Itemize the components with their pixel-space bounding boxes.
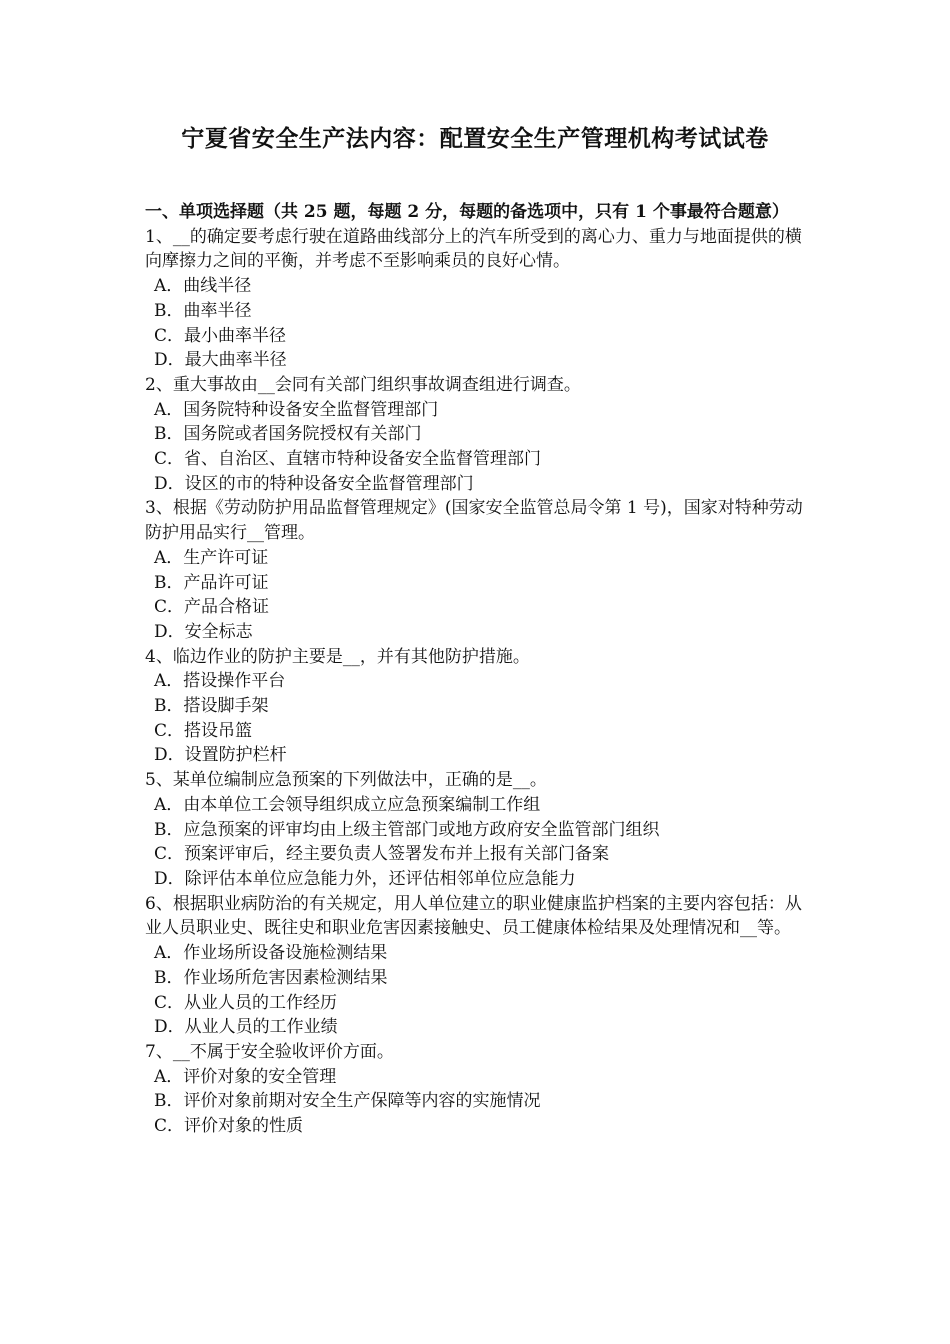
option-b: B．搭设脚手架 (154, 696, 269, 717)
option-d: D．设置防护栏杆 (154, 745, 287, 766)
option-c: C．最小曲率半径 (154, 325, 287, 346)
option-d: D．最大曲率半径 (154, 350, 287, 371)
question-3 (145, 496, 810, 644)
option-b: B．应急预案的评审均由上级主管部门或地方政府安全监管部门组织 (154, 819, 660, 840)
option-d: D．从业人员的工作业绩 (154, 1017, 338, 1038)
option-c: C．预案评审后，经主要负责人签署发布并上报有关部门备案 (154, 844, 610, 865)
option-a: A．由本单位工会领导组织成立应急预案编制工作组 (154, 794, 541, 815)
question-stem: 6、根据职业病防治的有关规定，用人单位建立的职业健康监护档案的主要内容包括：从业人员职业史、既往史和职业危害因素接触史、员工健康体检结果及处理情况和__等。 (145, 893, 802, 939)
option-c: C．搭设吊篮 (154, 720, 253, 741)
question-1 (145, 225, 810, 373)
option-b: B．产品许可证 (154, 572, 269, 593)
question-4 (145, 645, 810, 769)
option-b: B．国务院或者国务院授权有关部门 (154, 424, 422, 445)
question-stem: 7、__不属于安全验收评价方面。 (145, 1041, 394, 1062)
option-a: A．生产许可证 (154, 547, 269, 568)
option-a: A．曲线半径 (154, 276, 252, 297)
section-heading: 一、单项选择题（共 25 题，每题 2 分，每题的备选项中，只有 1 个事最符合题意） (145, 202, 789, 222)
question-2 (145, 373, 810, 497)
question-stem: 1、__的确定要考虑行驶在道路曲线部分上的汽车所受到的离心力、重力与地面提供的横向摩擦力之间的平衡，并考虑不至影响乘员的良好心情。 (145, 226, 802, 272)
option-a: A．搭设操作平台 (154, 671, 286, 692)
option-b: B．作业场所危害因素检测结果 (154, 967, 388, 988)
question-6 (145, 892, 810, 1040)
question-stem: 5、某单位编制应急预案的下列做法中，正确的是__。 (145, 770, 547, 791)
option-c: C．从业人员的工作经历 (154, 992, 338, 1013)
option-d: D．设区的市的特种设备安全监督管理部门 (154, 473, 474, 494)
question-stem: 2、重大事故由__会同有关部门组织事故调查组进行调查。 (145, 374, 581, 395)
question-stem: 4、临边作业的防护主要是__，并有其他防护措施。 (145, 646, 530, 667)
question-7 (145, 1040, 810, 1139)
option-a: A．国务院特种设备安全监督管理部门 (154, 399, 439, 420)
option-b: B．评价对象前期对安全生产保障等内容的实施情况 (154, 1091, 541, 1112)
option-b: B．曲率半径 (154, 300, 252, 321)
option-d: D．除评估本单位应急能力外，还评估相邻单位应急能力 (154, 868, 576, 889)
option-d: D．安全标志 (154, 621, 253, 642)
document-title: 宁夏省安全生产法内容：配置安全生产管理机构考试试卷 (181, 125, 769, 152)
option-c: C．产品合格证 (154, 597, 270, 618)
exam-content (145, 200, 810, 1139)
option-c: C．省、自治区、直辖市特种设备安全监督管理部门 (154, 449, 542, 470)
option-a: A．评价对象的安全管理 (154, 1066, 337, 1087)
option-a: A．作业场所设备设施检测结果 (154, 943, 388, 964)
question-5 (145, 768, 810, 892)
option-c: C．评价对象的性质 (154, 1116, 304, 1137)
question-stem: 3、根据《劳动防护用品监督管理规定》(国家安全监管总局令第 1 号)，国家对特种劳动防护用品实行__管理。 (145, 498, 803, 544)
